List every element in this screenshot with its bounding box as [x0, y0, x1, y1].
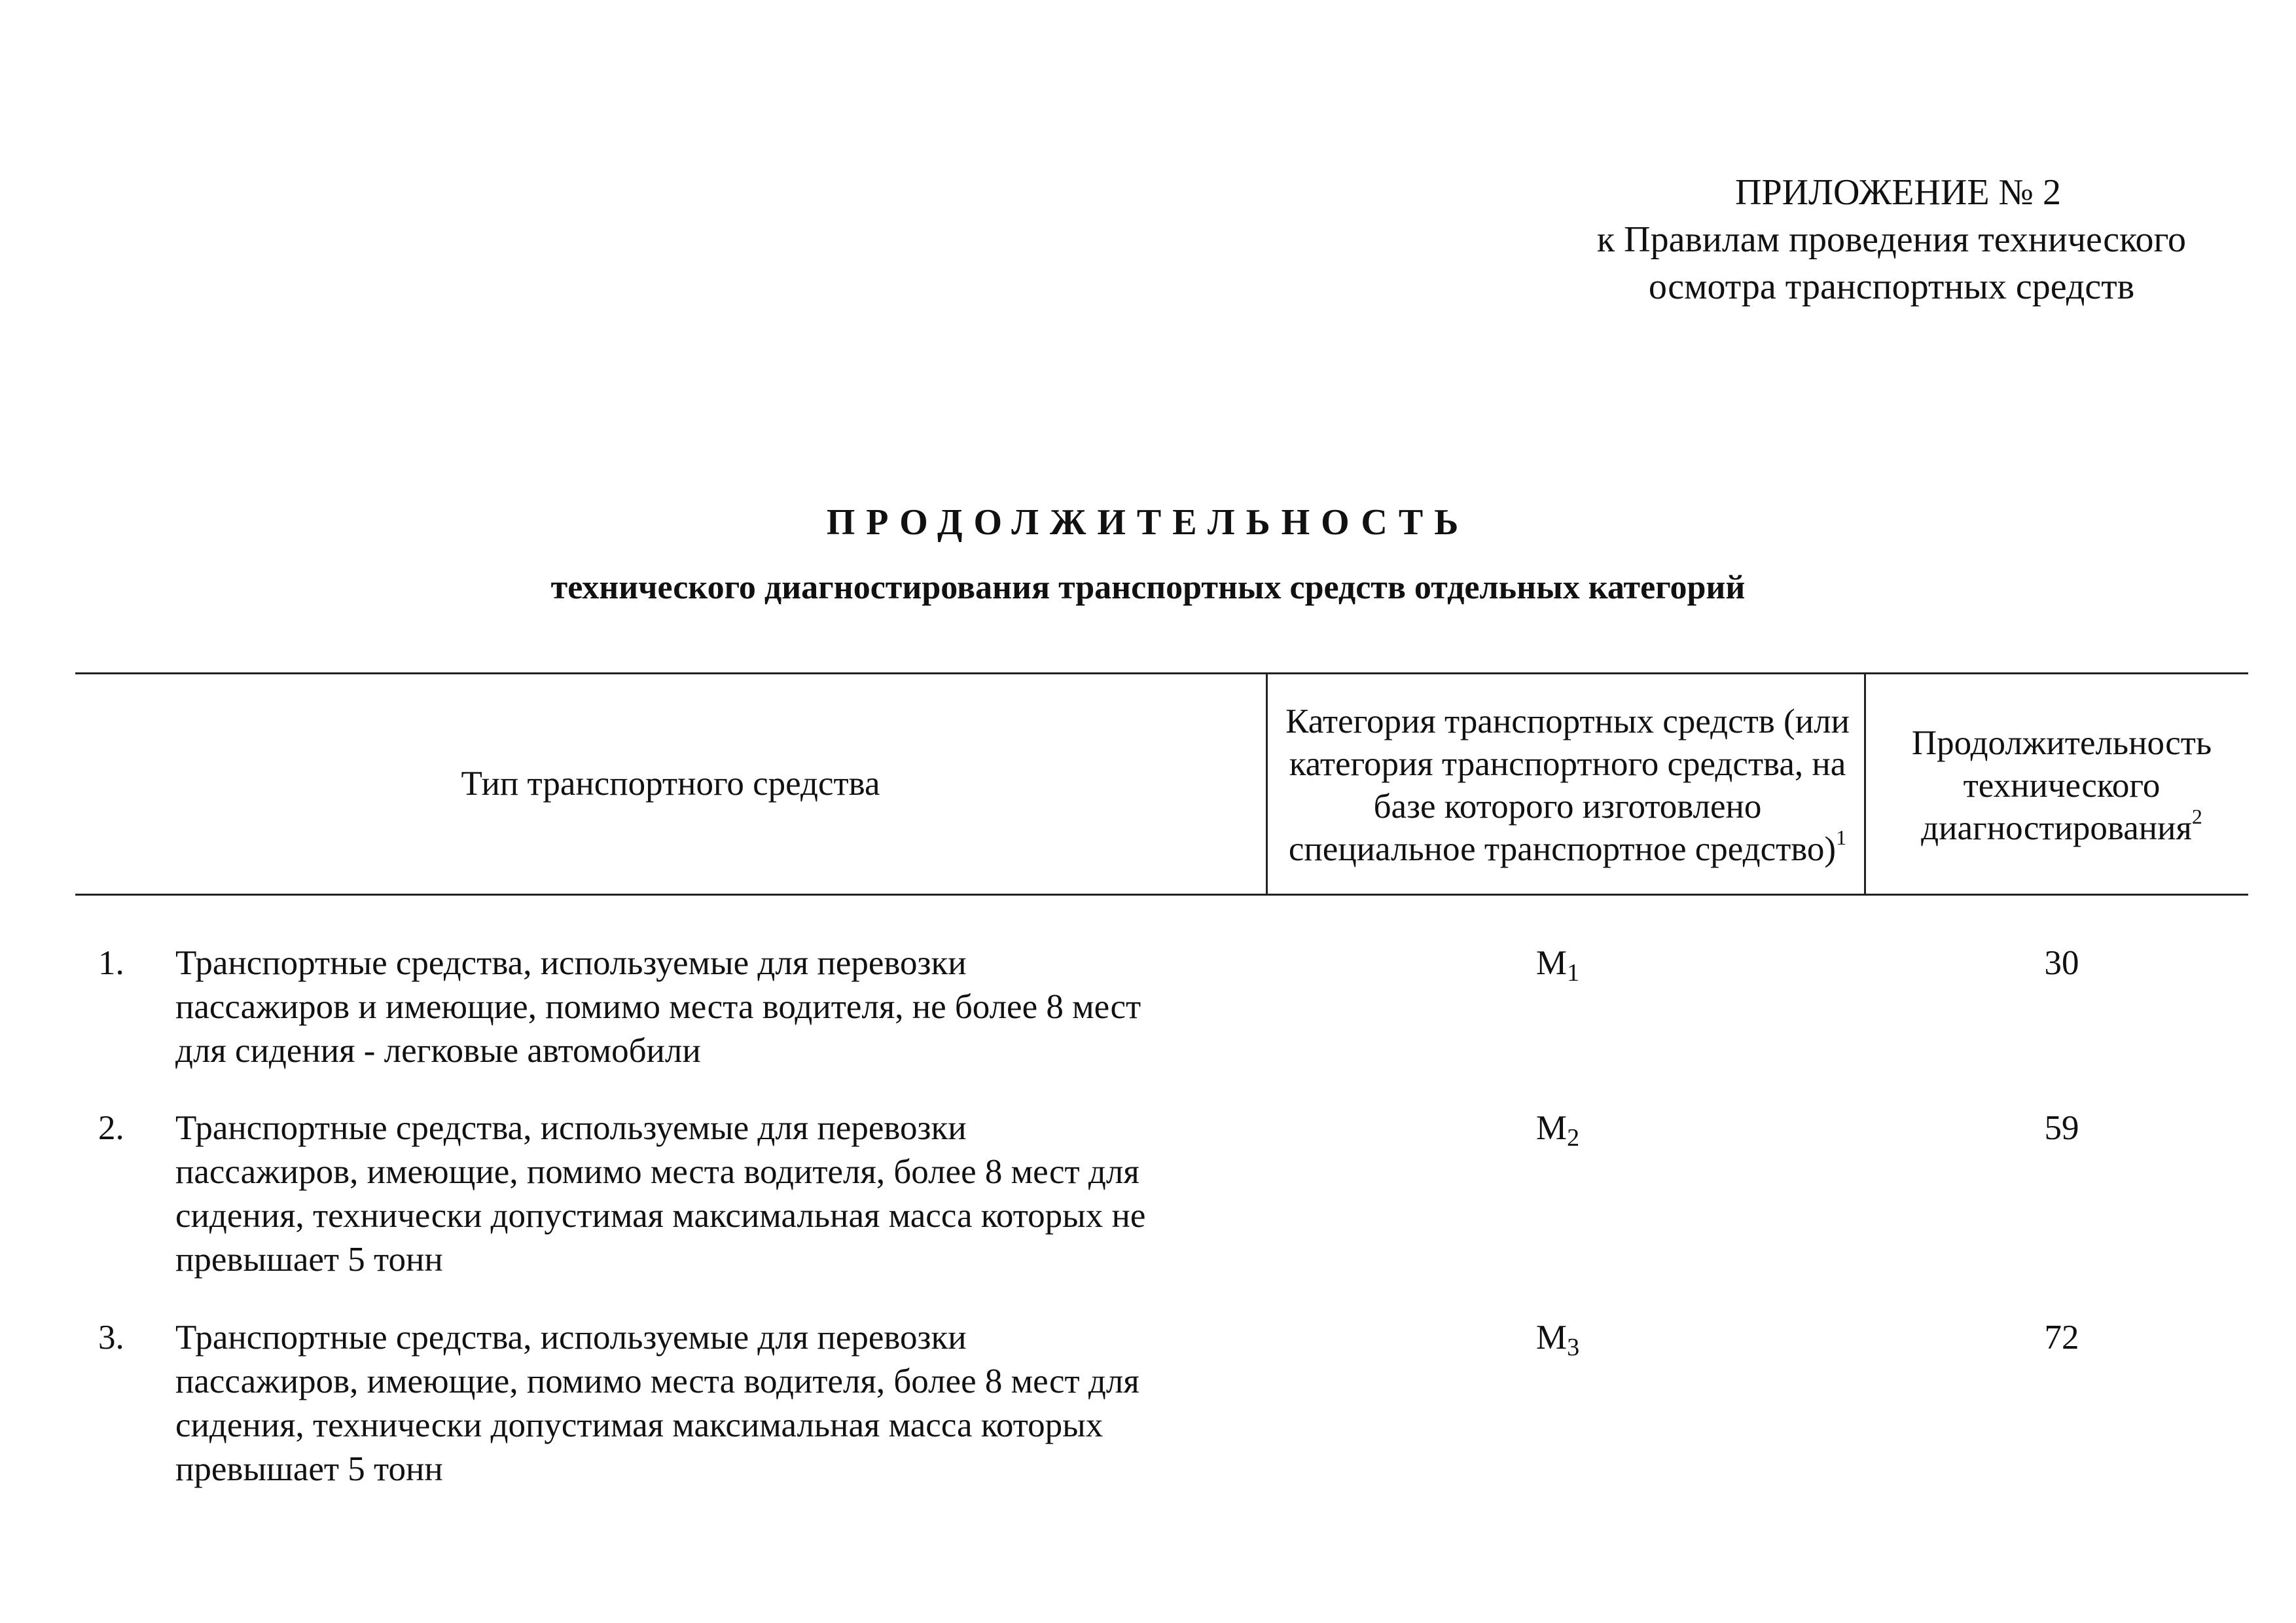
annex-title: ПРИЛОЖЕНИЕ № 2 [1735, 172, 2061, 213]
row-category-letter: M [1535, 1109, 1568, 1147]
header-vehicle-category [1283, 674, 1852, 897]
footnote-mark-2: 2 [2191, 804, 2202, 828]
row-number: 1. [98, 944, 124, 982]
header-vehicle-category-text [1283, 701, 1852, 871]
row-category-index: 2 [1567, 1124, 1580, 1152]
row-category [1492, 1106, 1623, 1160]
table-divider-2 [1864, 672, 1866, 896]
row-description-line: для сидения - легковые автомобили [175, 1032, 701, 1070]
header-vehicle-type [75, 674, 1266, 894]
table-divider-1 [1266, 672, 1268, 896]
document-subtitle: технического диагностирования транспортных средств отдельных категорий [550, 569, 1746, 606]
annex-header [1558, 169, 2225, 310]
annex-line-2: осмотра транспортных средств [1648, 266, 2135, 307]
row-description-line: пассажиров и имеющие, помимо места водителя, не более 8 мест [175, 988, 1141, 1026]
row-category-letter: M [1535, 944, 1568, 982]
row-description-line: превышает 5 тонн [175, 1241, 443, 1279]
document-title: ПРОДОЛЖИТЕЛЬНОСТЬ [826, 502, 1470, 543]
row-description-line: Транспортные средства, используемые для перевозки [175, 1319, 967, 1357]
row-number: 3. [98, 1319, 124, 1357]
row-description-line: пассажиров, имеющие, помимо места водителя, более 8 мест для [175, 1362, 1139, 1400]
annex-line-1: к Правилам проведения технического [1596, 219, 2187, 260]
row-description-line: Транспортные средства, используемые для перевозки [175, 944, 967, 982]
row-description-line: превышает 5 тонн [175, 1450, 443, 1488]
row-description [175, 941, 1275, 1073]
row-duration: 72 [2044, 1319, 2079, 1357]
footnote-mark-1: 1 [1836, 826, 1847, 849]
row-description [175, 1316, 1275, 1491]
row-duration: 59 [2044, 1109, 2079, 1147]
row-description-line: сидения, технически допустимая максимальная масса которых не [175, 1197, 1146, 1235]
header-duration [1872, 674, 2251, 897]
row-number: 2. [98, 1109, 124, 1147]
header-category-label: Категория транспортных средств (или категория транспортного средства, на базе которого изготовлено специальное транспортное средство) [1285, 702, 1850, 868]
row-description-line: сидения, технически допустимая максимальная масса которых [175, 1406, 1103, 1444]
row-description-line: пассажиров, имеющие, помимо места водителя, более 8 мест для [175, 1153, 1139, 1191]
header-vehicle-type-text: Тип транспортного средства [461, 765, 880, 803]
row-category [1492, 941, 1623, 995]
row-category-index: 1 [1567, 959, 1580, 987]
row-category-letter: M [1535, 1319, 1568, 1357]
row-description [175, 1106, 1275, 1282]
header-duration-label: Продолжительность технического диагностирования [1911, 723, 2212, 847]
header-duration-text [1872, 722, 2251, 850]
row-duration: 30 [2044, 944, 2079, 982]
row-description-line: Транспортные средства, используемые для перевозки [175, 1109, 967, 1147]
row-category-index: 3 [1567, 1334, 1580, 1361]
row-category [1492, 1316, 1623, 1370]
